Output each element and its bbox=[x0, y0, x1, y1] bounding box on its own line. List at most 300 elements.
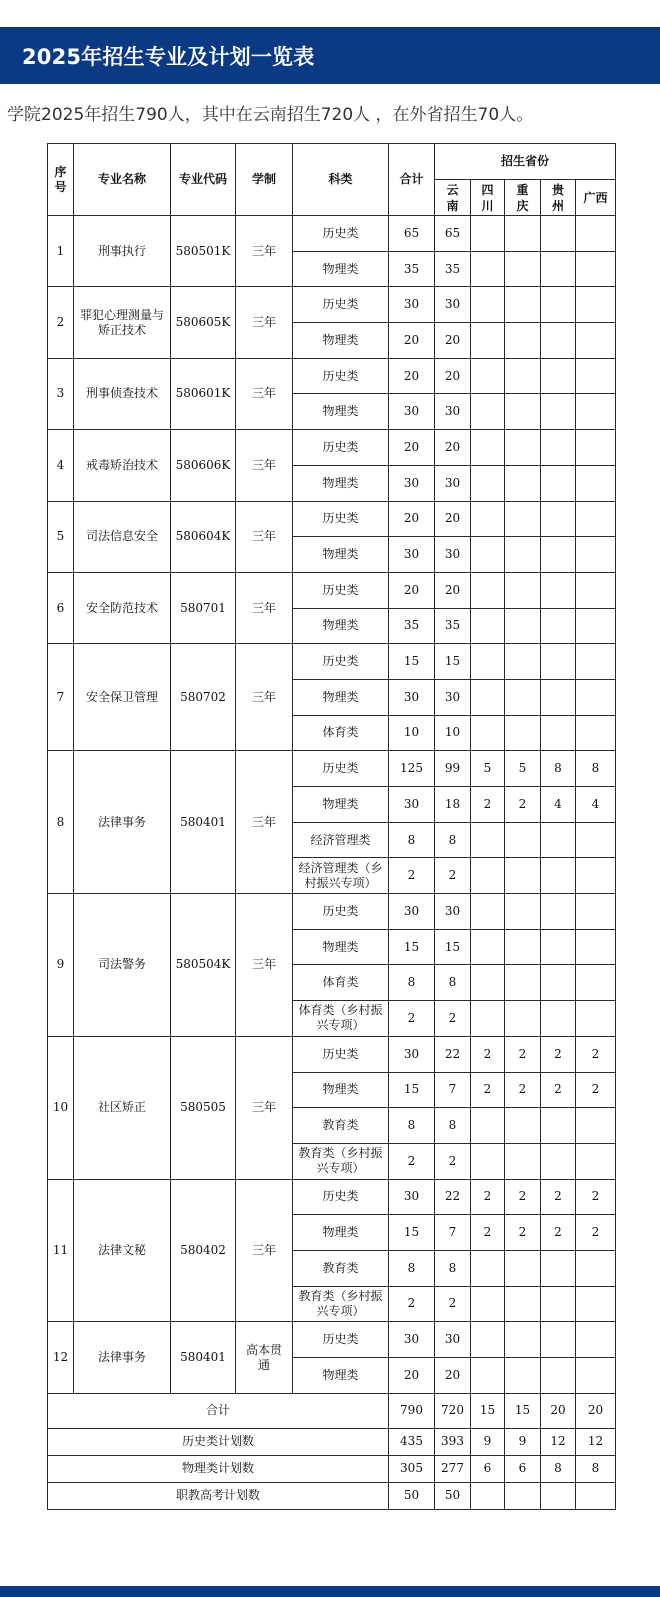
category-cell: 历史类 bbox=[293, 894, 389, 930]
table-row bbox=[48, 572, 616, 608]
total-cell: 20 bbox=[389, 358, 435, 394]
province-cell: 20 bbox=[435, 501, 471, 537]
total-cell: 65 bbox=[389, 216, 435, 252]
province-cell bbox=[576, 679, 616, 715]
summary-province-cell bbox=[505, 1482, 541, 1509]
major-duration: 三年 bbox=[236, 1179, 293, 1322]
total-cell: 35 bbox=[389, 251, 435, 287]
province-cell bbox=[505, 358, 541, 394]
major-name: 刑事侦查技术 bbox=[74, 358, 171, 429]
province-cell bbox=[471, 251, 505, 287]
category-cell: 物理类 bbox=[293, 929, 389, 965]
province-cell: 15 bbox=[435, 644, 471, 680]
province-cell: 4 bbox=[541, 787, 576, 823]
province-cell bbox=[541, 430, 576, 466]
province-cell bbox=[505, 858, 541, 894]
province-cell: 30 bbox=[435, 537, 471, 573]
total-cell: 20 bbox=[389, 430, 435, 466]
province-cell: 35 bbox=[435, 251, 471, 287]
province-cell: 2 bbox=[541, 1179, 576, 1215]
total-cell: 2 bbox=[389, 1001, 435, 1037]
summary-total: 435 bbox=[389, 1428, 435, 1455]
total-cell: 30 bbox=[389, 1322, 435, 1358]
province-cell bbox=[505, 216, 541, 252]
major-name: 司法信息安全 bbox=[74, 501, 171, 572]
category-cell: 历史类 bbox=[293, 1036, 389, 1072]
table-row bbox=[48, 1322, 616, 1358]
header-province: 贵州 bbox=[541, 180, 576, 216]
major-no: 11 bbox=[48, 1179, 74, 1322]
province-cell bbox=[471, 1358, 505, 1394]
province-cell: 2 bbox=[541, 1215, 576, 1251]
total-cell: 30 bbox=[389, 787, 435, 823]
summary-label: 职教高考计划数 bbox=[48, 1482, 389, 1509]
province-cell bbox=[505, 465, 541, 501]
major-no: 1 bbox=[48, 216, 74, 287]
province-cell bbox=[471, 965, 505, 1001]
major-duration: 三年 bbox=[236, 751, 293, 894]
province-cell bbox=[541, 822, 576, 858]
total-cell: 15 bbox=[389, 929, 435, 965]
province-cell bbox=[576, 1358, 616, 1394]
category-cell: 经济管理类 bbox=[293, 822, 389, 858]
table-row bbox=[48, 644, 616, 680]
province-cell: 4 bbox=[576, 787, 616, 823]
province-cell bbox=[576, 501, 616, 537]
province-cell bbox=[505, 715, 541, 751]
province-cell: 8 bbox=[541, 751, 576, 787]
province-cell bbox=[541, 394, 576, 430]
province-cell: 30 bbox=[435, 679, 471, 715]
province-cell bbox=[505, 537, 541, 573]
province-cell bbox=[541, 929, 576, 965]
header-name: 专业名称 bbox=[74, 144, 171, 216]
summary-row bbox=[48, 1482, 616, 1509]
province-cell bbox=[576, 323, 616, 359]
province-cell bbox=[576, 1250, 616, 1286]
province-cell bbox=[541, 715, 576, 751]
province-cell bbox=[505, 822, 541, 858]
province-cell bbox=[576, 1108, 616, 1144]
major-duration: 三年 bbox=[236, 358, 293, 429]
major-no: 9 bbox=[48, 894, 74, 1037]
major-no: 4 bbox=[48, 430, 74, 501]
summary-province-cell: 720 bbox=[435, 1393, 471, 1428]
province-cell bbox=[505, 572, 541, 608]
total-cell: 2 bbox=[389, 858, 435, 894]
major-code: 580601K bbox=[171, 358, 236, 429]
category-cell: 体育类（乡村振兴专项） bbox=[293, 1001, 389, 1037]
category-cell: 历史类 bbox=[293, 430, 389, 466]
province-cell bbox=[471, 715, 505, 751]
category-cell: 物理类 bbox=[293, 1358, 389, 1394]
total-cell: 20 bbox=[389, 323, 435, 359]
province-cell bbox=[541, 644, 576, 680]
province-cell bbox=[576, 358, 616, 394]
province-cell bbox=[576, 1001, 616, 1037]
province-cell bbox=[576, 465, 616, 501]
province-cell: 7 bbox=[435, 1215, 471, 1251]
province-cell bbox=[505, 1286, 541, 1322]
province-cell bbox=[541, 216, 576, 252]
major-no: 12 bbox=[48, 1322, 74, 1393]
title-banner bbox=[0, 27, 660, 84]
province-cell bbox=[471, 572, 505, 608]
header-province: 四川 bbox=[471, 180, 505, 216]
province-cell bbox=[505, 1143, 541, 1179]
header-province: 云南 bbox=[435, 180, 471, 216]
province-cell: 2 bbox=[471, 1179, 505, 1215]
total-cell: 20 bbox=[389, 572, 435, 608]
province-cell: 8 bbox=[435, 822, 471, 858]
province-cell: 2 bbox=[576, 1036, 616, 1072]
total-cell: 15 bbox=[389, 644, 435, 680]
header-duration: 学制 bbox=[236, 144, 293, 216]
major-no: 6 bbox=[48, 572, 74, 643]
province-cell: 30 bbox=[435, 1322, 471, 1358]
summary-total: 790 bbox=[389, 1393, 435, 1428]
province-cell bbox=[471, 287, 505, 323]
province-cell bbox=[541, 1250, 576, 1286]
province-cell bbox=[576, 608, 616, 644]
enrollment-plan-table bbox=[47, 143, 616, 1510]
category-cell: 历史类 bbox=[293, 358, 389, 394]
province-cell bbox=[541, 1322, 576, 1358]
province-cell bbox=[505, 644, 541, 680]
province-cell bbox=[505, 608, 541, 644]
summary-province-cell: 12 bbox=[576, 1428, 616, 1455]
province-cell bbox=[541, 1143, 576, 1179]
province-cell bbox=[471, 430, 505, 466]
province-cell bbox=[576, 1322, 616, 1358]
category-cell: 物理类 bbox=[293, 537, 389, 573]
category-cell: 物理类 bbox=[293, 608, 389, 644]
total-cell: 30 bbox=[389, 465, 435, 501]
province-cell bbox=[471, 644, 505, 680]
category-cell: 教育类 bbox=[293, 1250, 389, 1286]
summary-province-cell: 15 bbox=[505, 1393, 541, 1428]
province-cell bbox=[471, 323, 505, 359]
major-name: 司法警务 bbox=[74, 894, 171, 1037]
major-name: 法律事务 bbox=[74, 1322, 171, 1393]
total-cell: 20 bbox=[389, 501, 435, 537]
province-cell bbox=[505, 679, 541, 715]
category-cell: 教育类（乡村振兴专项） bbox=[293, 1286, 389, 1322]
province-cell: 2 bbox=[541, 1072, 576, 1108]
major-code: 580401 bbox=[171, 751, 236, 894]
province-cell: 35 bbox=[435, 608, 471, 644]
province-cell: 2 bbox=[471, 1215, 505, 1251]
header-row bbox=[48, 144, 616, 180]
summary-label: 物理类计划数 bbox=[48, 1455, 389, 1482]
major-name: 罪犯心理测量与矫正技术 bbox=[74, 287, 171, 358]
major-no: 7 bbox=[48, 644, 74, 751]
province-cell bbox=[576, 715, 616, 751]
province-cell bbox=[471, 894, 505, 930]
province-cell bbox=[505, 965, 541, 1001]
summary-province-cell bbox=[541, 1482, 576, 1509]
province-cell bbox=[505, 1358, 541, 1394]
category-cell: 历史类 bbox=[293, 751, 389, 787]
summary-row bbox=[48, 1393, 616, 1428]
table-row bbox=[48, 501, 616, 537]
header-provinces: 招生省份 bbox=[435, 144, 616, 180]
total-cell: 8 bbox=[389, 1250, 435, 1286]
table-row bbox=[48, 751, 616, 787]
major-name: 戒毒矫治技术 bbox=[74, 430, 171, 501]
province-cell bbox=[505, 430, 541, 466]
province-cell bbox=[471, 1143, 505, 1179]
province-cell bbox=[576, 287, 616, 323]
province-cell bbox=[576, 858, 616, 894]
province-cell: 2 bbox=[435, 1143, 471, 1179]
major-code: 580504K bbox=[171, 894, 236, 1037]
category-cell: 历史类 bbox=[293, 1322, 389, 1358]
summary-province-cell: 20 bbox=[576, 1393, 616, 1428]
major-name: 安全保卫管理 bbox=[74, 644, 171, 751]
category-cell: 历史类 bbox=[293, 644, 389, 680]
province-cell bbox=[471, 537, 505, 573]
province-cell bbox=[576, 965, 616, 1001]
province-cell: 30 bbox=[435, 894, 471, 930]
category-cell: 教育类（乡村振兴专项） bbox=[293, 1143, 389, 1179]
major-name: 社区矫正 bbox=[74, 1036, 171, 1179]
province-cell: 22 bbox=[435, 1036, 471, 1072]
total-cell: 30 bbox=[389, 287, 435, 323]
total-cell: 125 bbox=[389, 751, 435, 787]
province-cell bbox=[471, 358, 505, 394]
summary-total: 50 bbox=[389, 1482, 435, 1509]
province-cell: 5 bbox=[505, 751, 541, 787]
total-cell: 20 bbox=[389, 1358, 435, 1394]
major-name: 刑事执行 bbox=[74, 216, 171, 287]
major-code: 580605K bbox=[171, 287, 236, 358]
province-cell bbox=[541, 965, 576, 1001]
total-cell: 2 bbox=[389, 1143, 435, 1179]
major-duration: 三年 bbox=[236, 216, 293, 287]
province-cell bbox=[471, 394, 505, 430]
province-cell bbox=[471, 1322, 505, 1358]
summary-label: 历史类计划数 bbox=[48, 1428, 389, 1455]
province-cell: 22 bbox=[435, 1179, 471, 1215]
province-cell: 8 bbox=[435, 1250, 471, 1286]
major-no: 10 bbox=[48, 1036, 74, 1179]
province-cell bbox=[576, 929, 616, 965]
province-cell: 5 bbox=[471, 751, 505, 787]
total-cell: 30 bbox=[389, 394, 435, 430]
province-cell: 18 bbox=[435, 787, 471, 823]
province-cell: 20 bbox=[435, 572, 471, 608]
province-cell bbox=[576, 216, 616, 252]
province-cell: 2 bbox=[435, 1001, 471, 1037]
total-cell: 8 bbox=[389, 822, 435, 858]
province-cell bbox=[505, 501, 541, 537]
province-cell bbox=[576, 1286, 616, 1322]
total-cell: 30 bbox=[389, 679, 435, 715]
province-cell: 2 bbox=[505, 1036, 541, 1072]
summary-province-cell: 6 bbox=[505, 1455, 541, 1482]
major-code: 580606K bbox=[171, 430, 236, 501]
summary-province-cell: 12 bbox=[541, 1428, 576, 1455]
province-cell bbox=[541, 572, 576, 608]
category-cell: 物理类 bbox=[293, 465, 389, 501]
province-cell: 2 bbox=[541, 1036, 576, 1072]
summary-province-cell bbox=[471, 1482, 505, 1509]
province-cell bbox=[505, 1250, 541, 1286]
table-row bbox=[48, 1179, 616, 1215]
province-cell bbox=[505, 1001, 541, 1037]
total-cell: 8 bbox=[389, 965, 435, 1001]
province-cell: 2 bbox=[505, 1072, 541, 1108]
province-cell: 2 bbox=[435, 858, 471, 894]
table-row bbox=[48, 216, 616, 252]
major-name: 法律文秘 bbox=[74, 1179, 171, 1322]
intro-text: 学院2025年招生790人，其中在云南招生720人 ，在外省招生70人。 bbox=[7, 105, 534, 125]
total-cell: 15 bbox=[389, 1215, 435, 1251]
province-cell bbox=[541, 1286, 576, 1322]
major-no: 8 bbox=[48, 751, 74, 894]
major-duration: 三年 bbox=[236, 430, 293, 501]
summary-total: 305 bbox=[389, 1455, 435, 1482]
province-cell: 8 bbox=[435, 965, 471, 1001]
category-cell: 物理类 bbox=[293, 251, 389, 287]
province-cell bbox=[471, 1108, 505, 1144]
province-cell bbox=[576, 572, 616, 608]
major-duration: 三年 bbox=[236, 1036, 293, 1179]
summary-province-cell: 9 bbox=[471, 1428, 505, 1455]
major-code: 580701 bbox=[171, 572, 236, 643]
summary-province-cell: 50 bbox=[435, 1482, 471, 1509]
province-cell: 2 bbox=[435, 1286, 471, 1322]
province-cell bbox=[541, 358, 576, 394]
major-duration: 三年 bbox=[236, 644, 293, 751]
province-cell bbox=[505, 1322, 541, 1358]
major-name: 法律事务 bbox=[74, 751, 171, 894]
major-duration: 三年 bbox=[236, 287, 293, 358]
province-cell bbox=[576, 251, 616, 287]
category-cell: 物理类 bbox=[293, 679, 389, 715]
total-cell: 8 bbox=[389, 1108, 435, 1144]
province-cell bbox=[541, 465, 576, 501]
major-code: 580501K bbox=[171, 216, 236, 287]
category-cell: 教育类 bbox=[293, 1108, 389, 1144]
total-cell: 30 bbox=[389, 537, 435, 573]
province-cell: 2 bbox=[576, 1215, 616, 1251]
province-cell bbox=[541, 1358, 576, 1394]
header-province: 重庆 bbox=[505, 180, 541, 216]
major-name: 安全防范技术 bbox=[74, 572, 171, 643]
province-cell: 8 bbox=[576, 751, 616, 787]
header-category: 科类 bbox=[293, 144, 389, 216]
summary-province-cell: 277 bbox=[435, 1455, 471, 1482]
category-cell: 体育类 bbox=[293, 965, 389, 1001]
category-cell: 物理类 bbox=[293, 1215, 389, 1251]
province-cell bbox=[541, 608, 576, 644]
category-cell: 历史类 bbox=[293, 572, 389, 608]
province-cell: 8 bbox=[435, 1108, 471, 1144]
table-row bbox=[48, 430, 616, 466]
province-cell: 30 bbox=[435, 394, 471, 430]
summary-province-cell: 9 bbox=[505, 1428, 541, 1455]
category-cell: 历史类 bbox=[293, 501, 389, 537]
table-row bbox=[48, 1036, 616, 1072]
province-cell bbox=[471, 501, 505, 537]
major-code: 580401 bbox=[171, 1322, 236, 1393]
province-cell: 20 bbox=[435, 430, 471, 466]
province-cell bbox=[576, 430, 616, 466]
province-cell bbox=[471, 929, 505, 965]
summary-province-cell: 8 bbox=[576, 1455, 616, 1482]
header-total: 合计 bbox=[389, 144, 435, 216]
province-cell bbox=[471, 858, 505, 894]
category-cell: 物理类 bbox=[293, 394, 389, 430]
province-cell: 30 bbox=[435, 287, 471, 323]
table-row bbox=[48, 358, 616, 394]
summary-province-cell: 6 bbox=[471, 1455, 505, 1482]
province-cell: 2 bbox=[471, 787, 505, 823]
province-cell bbox=[471, 679, 505, 715]
province-cell: 2 bbox=[576, 1179, 616, 1215]
province-cell bbox=[541, 1108, 576, 1144]
province-cell bbox=[471, 822, 505, 858]
province-cell bbox=[541, 251, 576, 287]
summary-row bbox=[48, 1455, 616, 1482]
total-cell: 35 bbox=[389, 608, 435, 644]
province-cell: 20 bbox=[435, 323, 471, 359]
province-cell bbox=[505, 894, 541, 930]
province-cell bbox=[505, 1108, 541, 1144]
province-cell bbox=[576, 394, 616, 430]
page-title: 2025年招生专业及计划一览表 bbox=[22, 45, 315, 69]
major-no: 3 bbox=[48, 358, 74, 429]
major-duration: 三年 bbox=[236, 572, 293, 643]
province-cell: 20 bbox=[435, 358, 471, 394]
major-code: 580702 bbox=[171, 644, 236, 751]
major-duration: 三年 bbox=[236, 501, 293, 572]
major-code: 580402 bbox=[171, 1179, 236, 1322]
province-cell: 2 bbox=[505, 787, 541, 823]
province-cell bbox=[541, 894, 576, 930]
category-cell: 历史类 bbox=[293, 287, 389, 323]
province-cell bbox=[541, 679, 576, 715]
province-cell bbox=[471, 1001, 505, 1037]
table-row bbox=[48, 287, 616, 323]
province-cell bbox=[541, 1001, 576, 1037]
major-no: 2 bbox=[48, 287, 74, 358]
province-cell bbox=[576, 644, 616, 680]
summary-province-cell: 15 bbox=[471, 1393, 505, 1428]
category-cell: 体育类 bbox=[293, 715, 389, 751]
total-cell: 10 bbox=[389, 715, 435, 751]
province-cell: 2 bbox=[505, 1215, 541, 1251]
summary-province-cell: 20 bbox=[541, 1393, 576, 1428]
summary-province-cell: 393 bbox=[435, 1428, 471, 1455]
province-cell: 99 bbox=[435, 751, 471, 787]
province-cell bbox=[541, 287, 576, 323]
major-no: 5 bbox=[48, 501, 74, 572]
total-cell: 30 bbox=[389, 1036, 435, 1072]
province-cell: 15 bbox=[435, 929, 471, 965]
province-cell bbox=[471, 1286, 505, 1322]
province-cell bbox=[576, 822, 616, 858]
province-cell: 20 bbox=[435, 1358, 471, 1394]
footer-bar bbox=[0, 1586, 660, 1597]
province-cell: 2 bbox=[505, 1179, 541, 1215]
province-cell bbox=[576, 537, 616, 573]
total-cell: 30 bbox=[389, 1179, 435, 1215]
province-cell: 7 bbox=[435, 1072, 471, 1108]
summary-row bbox=[48, 1428, 616, 1455]
